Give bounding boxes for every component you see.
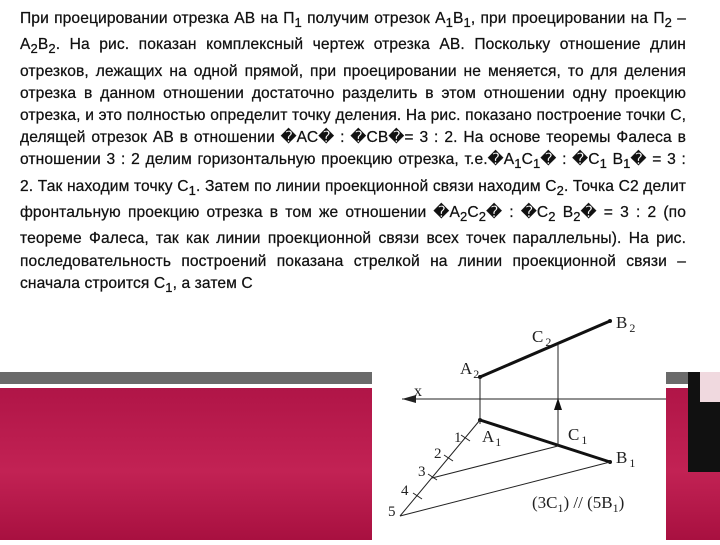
label-a2: $A_2$: [460, 359, 480, 381]
label-n4: 4: [401, 483, 409, 499]
label-a1: $A_1$: [482, 427, 502, 449]
label-b1: B $_1$: [616, 448, 636, 470]
segment-a2b2: [480, 321, 610, 377]
tick-1: [461, 435, 470, 441]
figure-caption: $(3C_1) // (5B_1)$: [532, 493, 625, 515]
label-n5: 5: [388, 504, 396, 520]
tick-2: [444, 455, 453, 461]
body-paragraph: При проецировании отрезка АВ на $П_1$ получим отрезок $А_1В_1$, при проецировании на $П_2 - А_2В_2$. На рис. показан комплексный чертеж отрезка АВ. Поскольку отношение длин отрезков, лежащих на одной прямой, при проецировании не меняется, то для деления отрезка в данном отношении достаточно разделить в этом отношении одну проекцию отрезка, и это полностью определит точку деления. На рис. показано построение точки С, делящей отрезок АВ в отношении �АС� : �СВ�= 3 : 2. На основе теоремы Фалеса в отношении 3 : 2 делим горизонтальную проекцию отрезка, $т.е.�А_1С_1�$ : $�С_1$ $В_1� = 3$ : 2. Так находим точку $С_1$. Затем по линии проекционной связи находим $С_2$. Точка С2 делит фронтальную проекцию отрезка в том же отношении $�А_2С_2�$ : $�С_2$ $В_2� = 3$ : 2 (по теореме Фалеса, так как линии проекционной связи всех точек параллельны). На рис. последовательность построений показана стрелкой на линии проекционной связи – сначала строится $С_1$, а затем С: [20, 10, 687, 295]
label-b2: B $_2$: [616, 313, 636, 335]
label-c1: C $_1$: [568, 425, 588, 447]
label-n2: 2: [434, 446, 442, 462]
point-b2: [608, 319, 612, 323]
label-n1: 1: [454, 430, 462, 446]
decor-band-left: [0, 388, 372, 540]
label-n3: 3: [418, 464, 426, 480]
projection-drawing: [372, 300, 666, 540]
x-axis-label: x: [414, 383, 422, 400]
decor-band-right-light: [700, 372, 720, 402]
auxiliary-ray: [400, 420, 480, 516]
link-arrow: [554, 398, 562, 410]
decor-stripe-left: [0, 372, 372, 384]
label-c2: C $_2$: [532, 327, 552, 349]
projection-drawing-svg: [372, 300, 666, 540]
line-3-c1: [432, 446, 558, 478]
